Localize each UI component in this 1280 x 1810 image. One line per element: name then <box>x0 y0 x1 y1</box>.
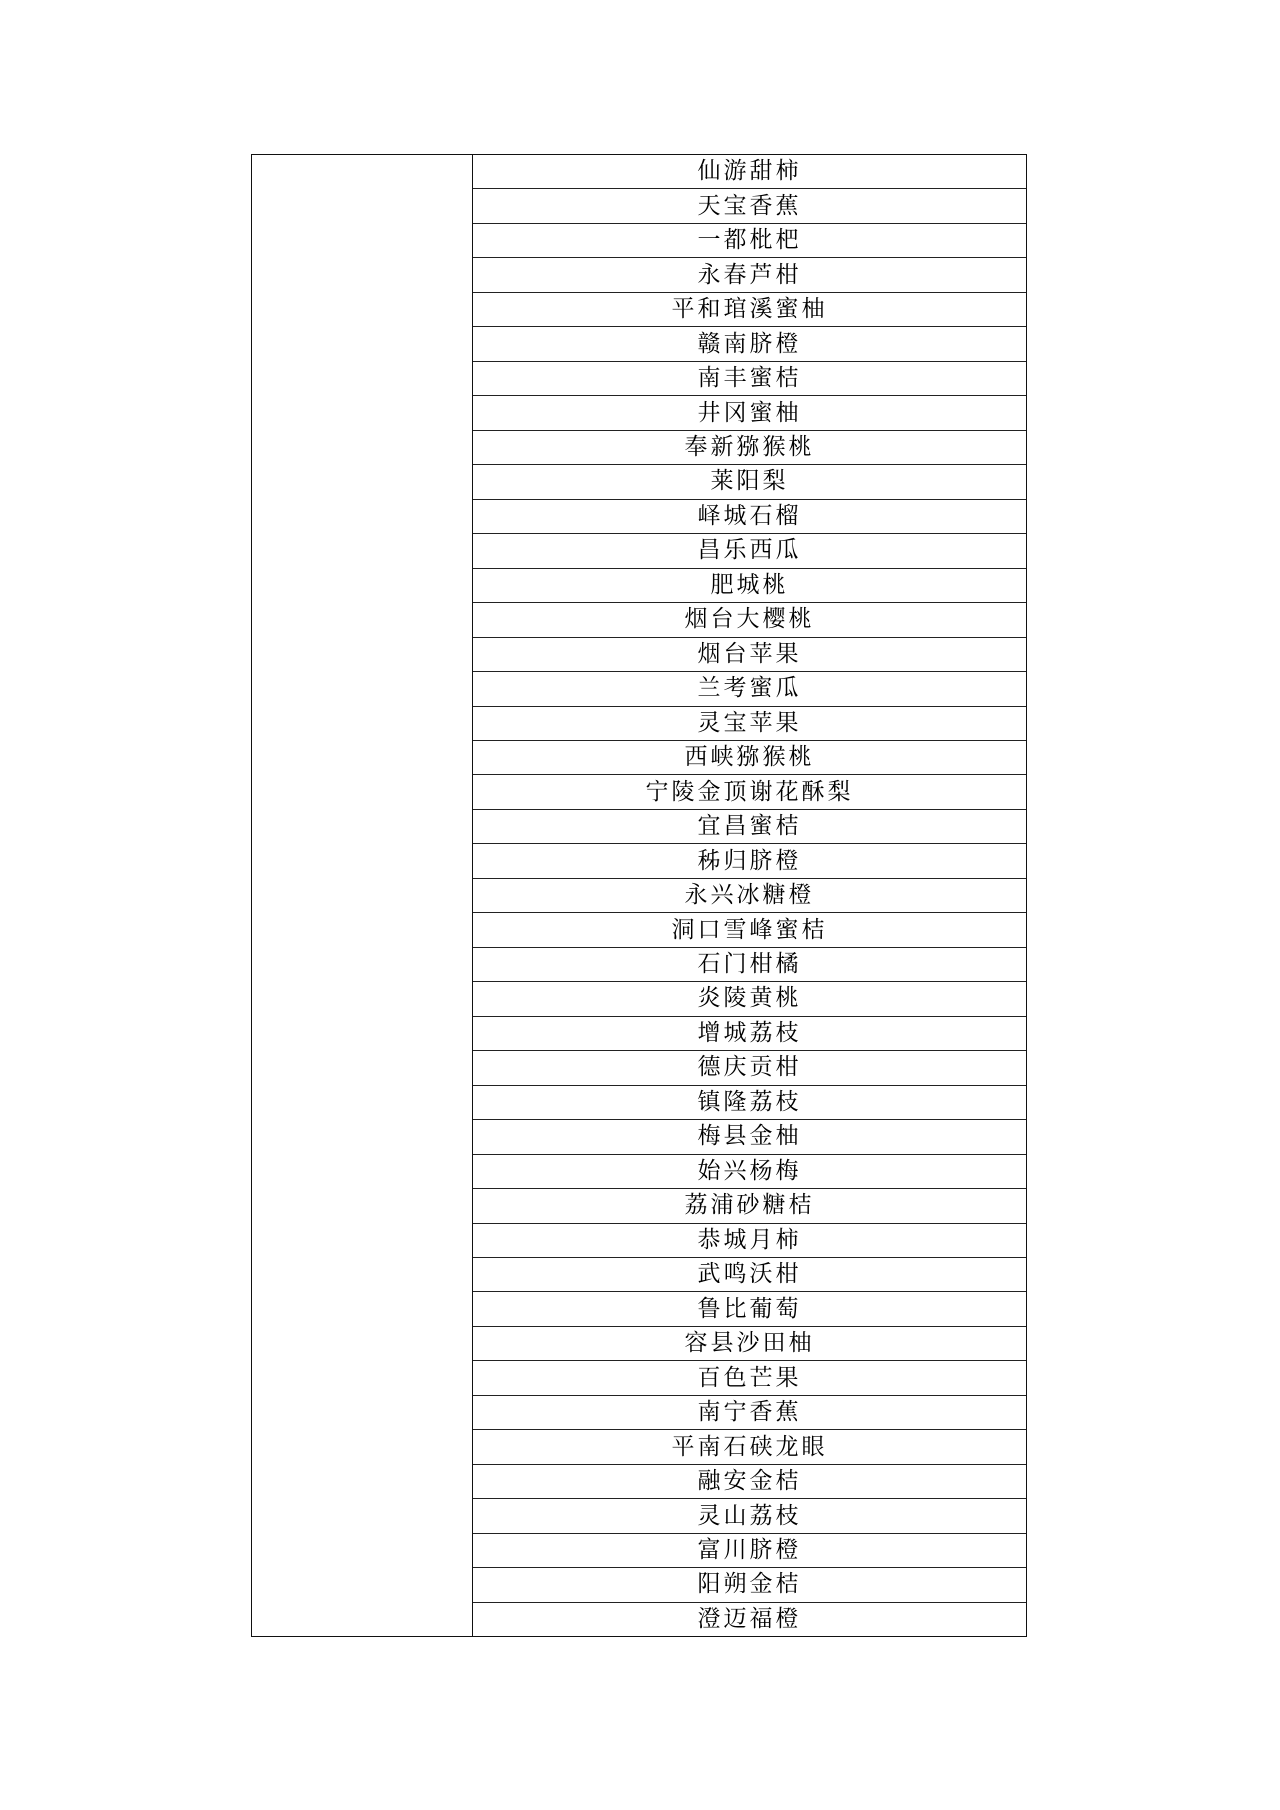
table-left-merged-cell <box>252 155 473 1636</box>
table-row: 宜昌蜜桔 <box>473 810 1026 844</box>
table-row: 炎陵黄桃 <box>473 982 1026 1016</box>
table-row: 兰考蜜瓜 <box>473 672 1026 706</box>
table-row: 灵宝苹果 <box>473 707 1026 741</box>
product-table <box>251 154 1027 1637</box>
table-row: 永春芦柑 <box>473 258 1026 292</box>
table-row: 肥城桃 <box>473 569 1026 603</box>
table-row: 富川脐橙 <box>473 1534 1026 1568</box>
table-row: 秭归脐橙 <box>473 844 1026 878</box>
table-row: 赣南脐橙 <box>473 327 1026 361</box>
table-row: 始兴杨梅 <box>473 1155 1026 1189</box>
table-row: 梅县金柚 <box>473 1120 1026 1154</box>
table-row: 永兴冰糖橙 <box>473 879 1026 913</box>
table-row: 井冈蜜柚 <box>473 396 1026 430</box>
table-row: 百色芒果 <box>473 1361 1026 1395</box>
table-row: 西峡猕猴桃 <box>473 741 1026 775</box>
table-row: 鲁比葡萄 <box>473 1292 1026 1326</box>
table-row: 宁陵金顶谢花酥梨 <box>473 775 1026 809</box>
table-row: 增城荔枝 <box>473 1017 1026 1051</box>
table-row: 荔浦砂糖桔 <box>473 1189 1026 1223</box>
table-row: 烟台大樱桃 <box>473 603 1026 637</box>
table-row: 洞口雪峰蜜桔 <box>473 913 1026 947</box>
table-row: 德庆贡柑 <box>473 1051 1026 1085</box>
table-row: 灵山荔枝 <box>473 1499 1026 1533</box>
table-row: 仙游甜柿 <box>473 155 1026 189</box>
table-row: 天宝香蕉 <box>473 189 1026 223</box>
table-row: 莱阳梨 <box>473 465 1026 499</box>
table-row: 昌乐西瓜 <box>473 534 1026 568</box>
table-row: 镇隆荔枝 <box>473 1086 1026 1120</box>
table-row: 奉新猕猴桃 <box>473 431 1026 465</box>
table-row: 武鸣沃柑 <box>473 1258 1026 1292</box>
table-row: 峄城石榴 <box>473 500 1026 534</box>
table-row: 平南石硖龙眼 <box>473 1430 1026 1464</box>
table-row: 南丰蜜桔 <box>473 362 1026 396</box>
table-row: 平和琯溪蜜柚 <box>473 293 1026 327</box>
table-row: 南宁香蕉 <box>473 1396 1026 1430</box>
table-row: 一都枇杷 <box>473 224 1026 258</box>
table-row: 石门柑橘 <box>473 948 1026 982</box>
table-row: 容县沙田柚 <box>473 1327 1026 1361</box>
table-row: 阳朔金桔 <box>473 1568 1026 1602</box>
table-row: 恭城月柿 <box>473 1224 1026 1258</box>
table-row: 融安金桔 <box>473 1465 1026 1499</box>
table-row: 烟台苹果 <box>473 638 1026 672</box>
table-right-column <box>473 155 1026 1636</box>
table-row: 澄迈福橙 <box>697 1605 802 1632</box>
